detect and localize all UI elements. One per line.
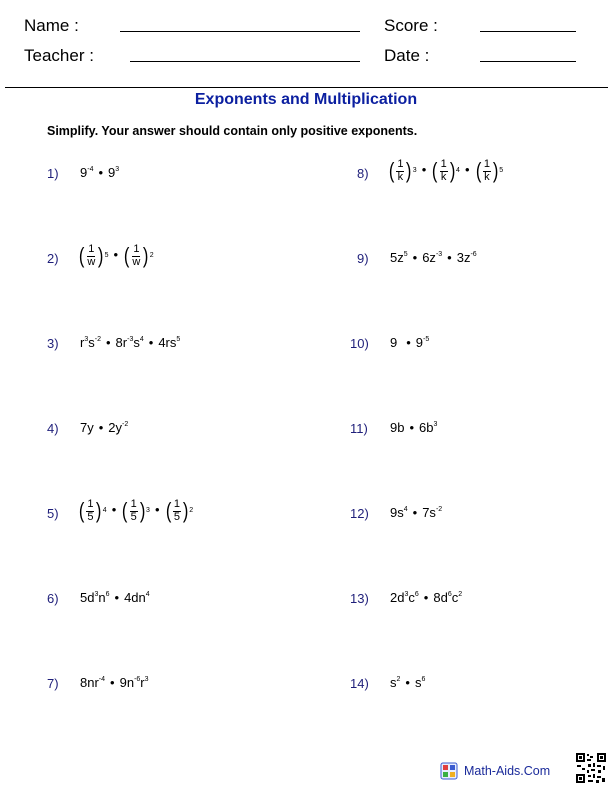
problem-number: 7) (47, 676, 59, 691)
problem-number: 9) (357, 251, 369, 266)
problem-expression: 9b • $6b^3$ (390, 420, 438, 435)
problem-number: 8) (357, 166, 369, 181)
problem-expression: $9s^4$ • $7s^{-2}$ (390, 505, 443, 520)
problem-expression: ( $\frac{1}{k}$ ) 3 • ( $\frac{1}{k}$ ) 4 • ( $\frac{1}{k}$ ) 5 (388, 158, 504, 184)
score-field[interactable] (480, 31, 576, 32)
problem-expression: ( $\frac{1}{5}$ ) 4 • ( $\frac{1}{5}$ ) 3 • ( $\frac{1}{5}$ ) 2 (78, 498, 194, 524)
problem-number: 11) (350, 421, 368, 436)
problem-expression: $5d^3n^6$ • $4dn^4$ (80, 590, 150, 605)
qr-code-icon (575, 752, 607, 784)
problem-number: 5) (47, 506, 59, 521)
problem-number: 4) (47, 421, 59, 436)
teacher-field[interactable] (130, 61, 360, 62)
problem-number: 6) (47, 591, 59, 606)
problem-expression: $8nr^{-4}$ • $9n^{-6}r^3$ (80, 675, 149, 690)
problem-number: 10) (350, 336, 369, 351)
name-field[interactable] (120, 31, 360, 32)
problem-number: 2) (47, 251, 59, 266)
calculator-icon (440, 762, 458, 780)
problem-expression: $2d^3c^6$ • $8d^6c^2$ (390, 590, 463, 605)
score-label: Score : (384, 16, 438, 35)
date-field[interactable] (480, 61, 576, 62)
site-name[interactable]: Math-Aids.Com (464, 764, 551, 778)
problem-number: 12) (350, 506, 369, 521)
worksheet-title: Exponents and Multiplication (194, 91, 418, 108)
teacher-label: Teacher : (24, 46, 94, 65)
problem-expression: 9 • $9^{-5}$ (390, 335, 430, 350)
problem-number: 3) (47, 336, 59, 351)
problem-expression: ( $\frac{1}{w}$ ) 5 • ( $\frac{1}{w}$ ) 2 (78, 243, 154, 269)
date-label: Date : (384, 46, 430, 65)
problem-expression: $r^3s^{-2}$ • $8r^{-3}s^4$ • $4rs^5$ (80, 335, 181, 350)
problem-number: 13) (350, 591, 369, 606)
header-divider (5, 87, 608, 88)
instructions: Simplify. Your answer should contain only positive exponents. (47, 124, 418, 138)
name-label: Name : (24, 16, 79, 35)
problem-expression: $s^2$ • $s^6$ (390, 675, 426, 690)
problem-number: 1) (47, 166, 59, 181)
problem-number: 14) (350, 676, 369, 691)
problem-expression: 7y • $2y^{-2}$ (80, 420, 129, 435)
problem-expression: $5z^5$ • $6z^{-3}$ • $3z^{-6}$ (390, 250, 477, 265)
problem-expression: $9^{-4}$ • $9^3$ (80, 165, 120, 180)
